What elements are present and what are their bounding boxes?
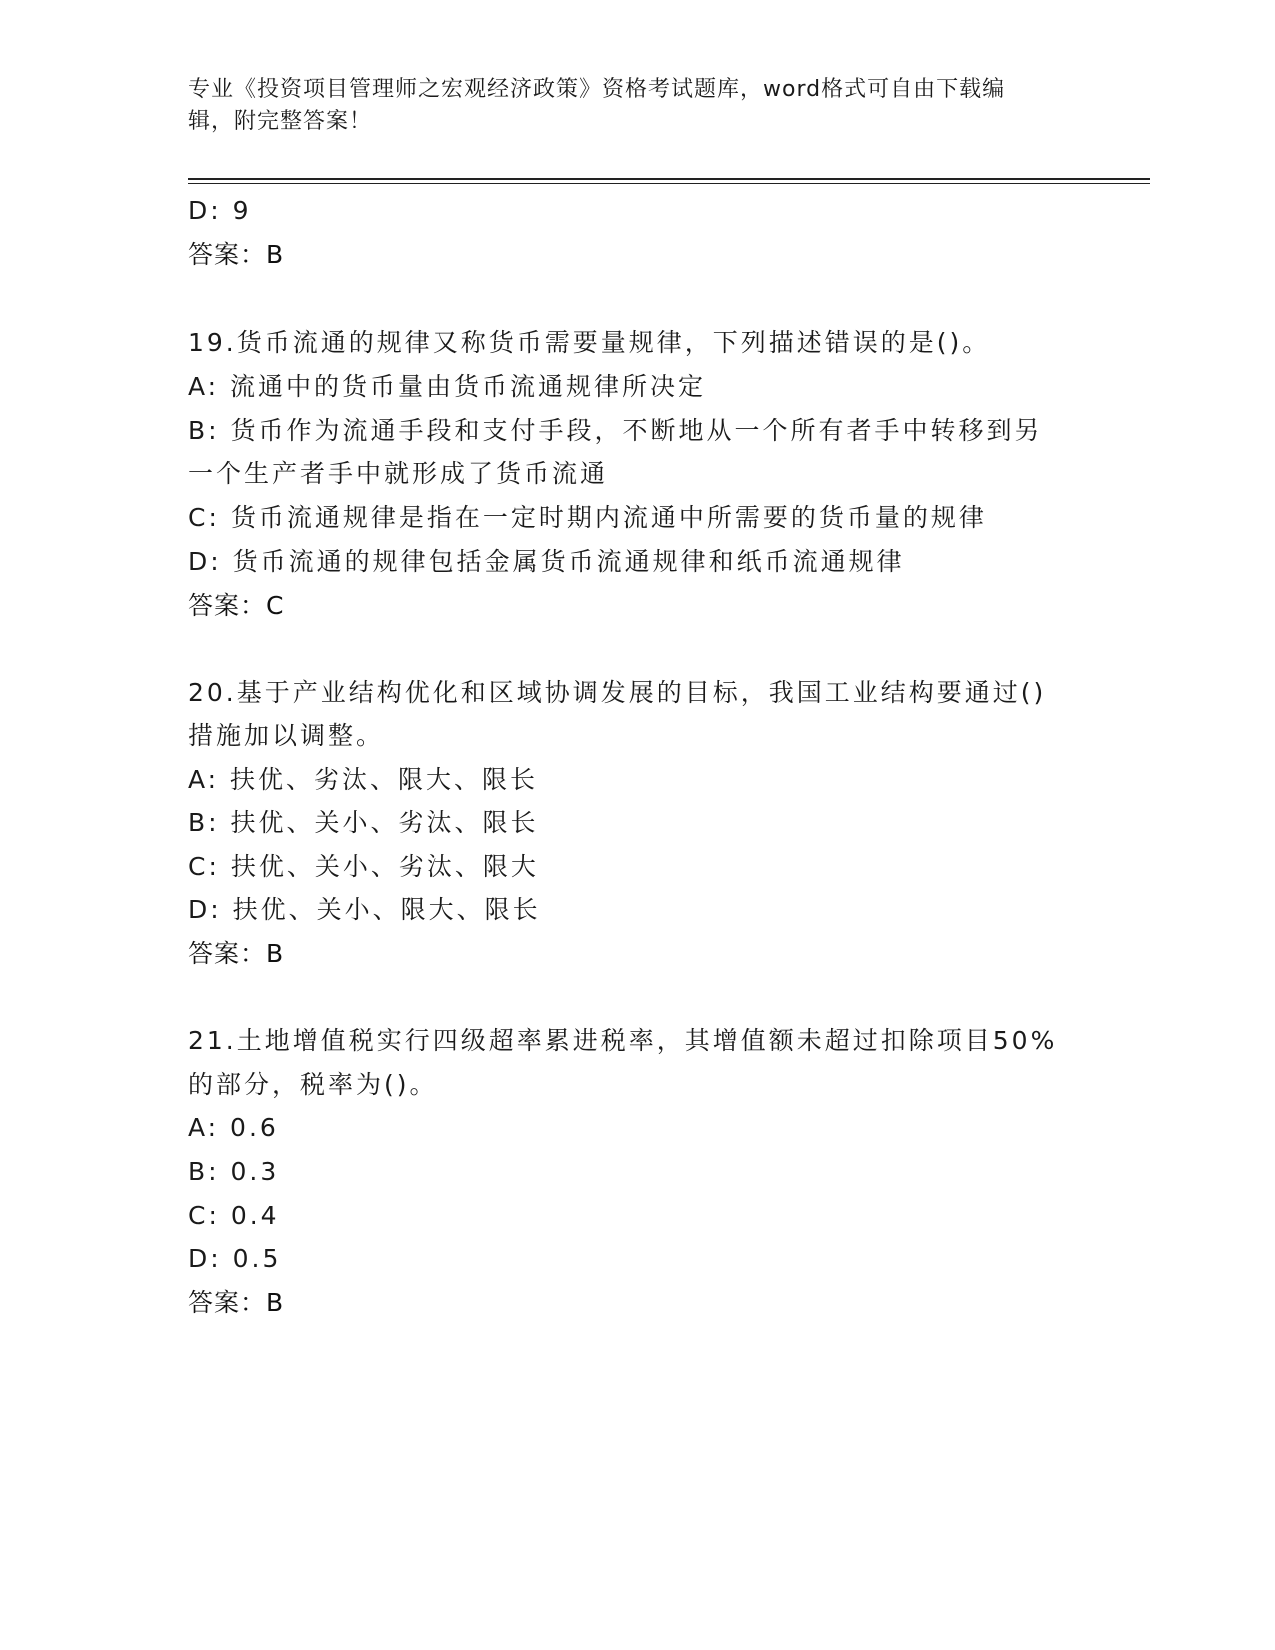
q21-option-c: C: 0.4 <box>188 1201 280 1230</box>
q20-option-c: C: 扶优、关小、劣汰、限大 <box>188 852 539 881</box>
prev-option-d: D: 9 <box>188 196 252 225</box>
q19-stem: 19.货币流通的规律又称货币需要量规律，下列描述错误的是()。 <box>188 328 991 357</box>
header-divider-thin <box>188 183 1150 184</box>
header-line-1: 专业《投资项目管理师之宏观经济政策》资格考试题库，word格式可自由下载编 <box>188 77 1006 102</box>
q21-answer: 答案：B <box>188 1288 285 1317</box>
q19-option-d: D: 货币流通的规律包括金属货币流通规律和纸币流通规律 <box>188 547 905 576</box>
prev-answer: 答案：B <box>188 240 285 269</box>
q19-option-b-line-2: 一个生产者手中就形成了货币流通 <box>188 459 609 488</box>
header-divider-thick <box>188 178 1150 180</box>
q21-option-b: B: 0.3 <box>188 1157 280 1186</box>
q20-stem-line-2: 措施加以调整。 <box>188 721 385 750</box>
q21-stem-line-2: 的部分，税率为()。 <box>188 1070 438 1099</box>
q20-option-b: B: 扶优、关小、劣汰、限长 <box>188 808 539 837</box>
q20-option-d: D: 扶优、关小、限大、限长 <box>188 895 541 924</box>
q21-option-a: A: 0.6 <box>188 1113 279 1142</box>
q20-option-a: A: 扶优、劣汰、限大、限长 <box>188 765 539 794</box>
document-header <box>188 74 1068 138</box>
q19-option-c: C: 货币流通规律是指在一定时期内流通中所需要的货币量的规律 <box>188 503 987 532</box>
q21-stem-line-1: 21.土地增值税实行四级超率累进税率，其增值额未超过扣除项目50% <box>188 1026 1058 1055</box>
q20-answer: 答案：B <box>188 939 285 968</box>
q20-stem-line-1: 20.基于产业结构优化和区域协调发展的目标，我国工业结构要通过() <box>188 678 1047 707</box>
q19-answer: 答案：C <box>188 591 285 620</box>
q19-option-b-line-1: B: 货币作为流通手段和支付手段，不断地从一个所有者手中转移到另 <box>188 416 1043 445</box>
header-line-2: 辑，附完整答案！ <box>188 109 373 134</box>
q21-option-d: D: 0.5 <box>188 1244 282 1273</box>
q19-option-a: A: 流通中的货币量由货币流通规律所决定 <box>188 372 707 401</box>
